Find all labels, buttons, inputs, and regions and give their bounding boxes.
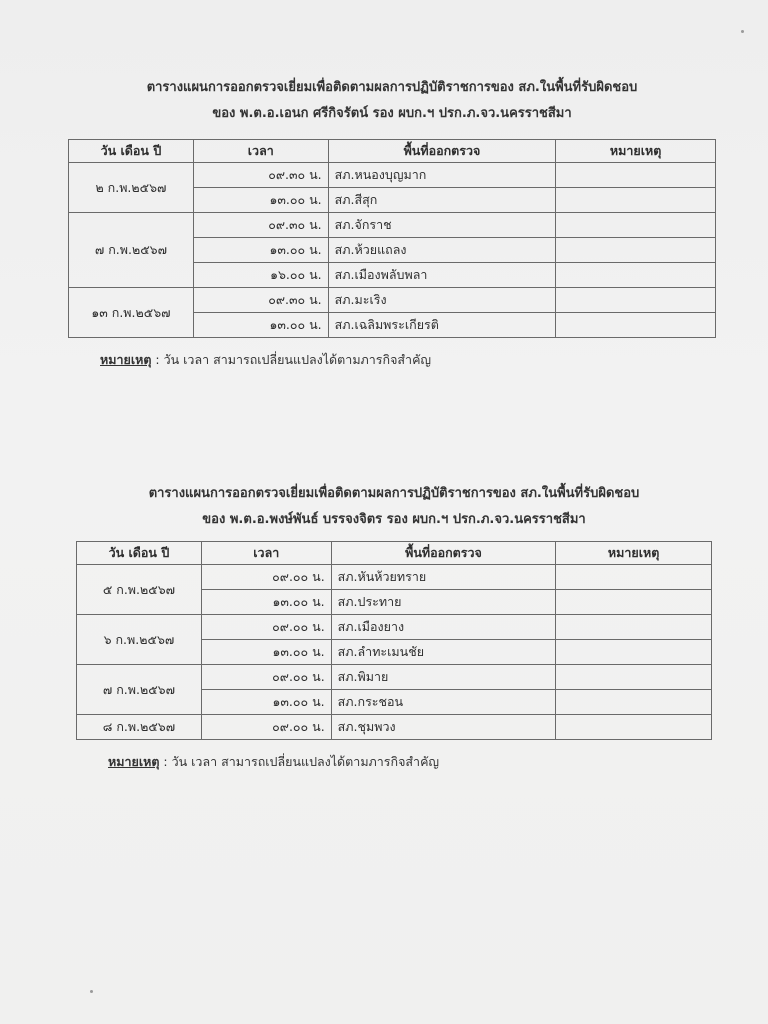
time-cell: ๑๓.๐๐ น. xyxy=(193,188,328,213)
place-cell: สภ.เมืองยาง xyxy=(331,615,556,640)
place-cell: สภ.จักราช xyxy=(328,213,556,238)
schedule-note xyxy=(100,350,716,370)
time-cell: ๑๖.๐๐ น. xyxy=(193,263,328,288)
note-text: : วัน เวลา สามารถเปลี่ยนแปลงได้ตามภารกิจสำคัญ xyxy=(151,352,432,367)
paper-speck xyxy=(741,30,744,33)
time-cell: ๐๙.๐๐ น. xyxy=(201,715,331,740)
remark-cell xyxy=(556,715,712,740)
date-cell: ๘ ก.พ.๒๕๖๗ xyxy=(77,715,202,740)
schedule-note xyxy=(108,752,712,772)
time-cell: ๑๓.๐๐ น. xyxy=(201,690,331,715)
note-text: : วัน เวลา สามารถเปลี่ยนแปลงได้ตามภารกิจสำคัญ xyxy=(159,754,440,769)
note-label: หมายเหตุ xyxy=(100,352,152,367)
place-cell: สภ.เมืองพลับพลา xyxy=(328,263,556,288)
place-cell: สภ.สีสุก xyxy=(328,188,556,213)
header-place: พื้นที่ออกตรวจ xyxy=(331,542,556,565)
time-cell: ๐๙.๐๐ น. xyxy=(201,565,331,590)
remark-cell xyxy=(556,590,712,615)
remark-cell xyxy=(556,213,716,238)
table-header-row xyxy=(69,140,716,163)
header-date: วัน เดือน ปี xyxy=(69,140,194,163)
schedule-title-line2: ของ พ.ต.อ.พงษ์พันธ์ บรรจงจิตร รอง ผบก.ฯ ปรก.ภ.จว.นครราชสีมา xyxy=(202,512,586,527)
header-remark: หมายเหตุ xyxy=(556,542,712,565)
time-cell: ๑๓.๐๐ น. xyxy=(201,590,331,615)
remark-cell xyxy=(556,238,716,263)
remark-cell xyxy=(556,263,716,288)
table-row xyxy=(69,213,716,238)
header-place: พื้นที่ออกตรวจ xyxy=(328,140,556,163)
table-row xyxy=(69,163,716,188)
date-cell: ๗ ก.พ.๒๕๖๗ xyxy=(69,213,194,288)
paper-speck xyxy=(90,990,93,993)
table-row xyxy=(69,288,716,313)
schedule-title-line2: ของ พ.ต.อ.เอนก ศรีกิจรัตน์ รอง ผบก.ฯ ปรก.ภ.จว.นครราชสีมา xyxy=(212,106,572,121)
place-cell: สภ.ห้วยแถลง xyxy=(328,238,556,263)
remark-cell xyxy=(556,690,712,715)
time-cell: ๑๓.๐๐ น. xyxy=(193,313,328,338)
time-cell: ๐๙.๓๐ น. xyxy=(193,213,328,238)
date-cell: ๖ ก.พ.๒๕๖๗ xyxy=(77,615,202,665)
table-row xyxy=(77,665,712,690)
time-cell: ๐๙.๐๐ น. xyxy=(201,665,331,690)
place-cell: สภ.พิมาย xyxy=(331,665,556,690)
schedule-table xyxy=(68,139,716,338)
time-cell: ๑๓.๐๐ น. xyxy=(201,640,331,665)
date-cell: ๑๓ ก.พ.๒๕๖๗ xyxy=(69,288,194,338)
schedule-title-line1: ตารางแผนการออกตรวจเยี่ยมเพื่อติดตามผลการปฏิบัติราชการของ สภ.ในพื้นที่รับผิดชอบ xyxy=(148,486,640,501)
table-row xyxy=(77,715,712,740)
date-cell: ๗ ก.พ.๒๕๖๗ xyxy=(77,665,202,715)
note-label: หมายเหตุ xyxy=(108,754,160,769)
time-cell: ๑๓.๐๐ น. xyxy=(193,238,328,263)
remark-cell xyxy=(556,565,712,590)
place-cell: สภ.ชุมพวง xyxy=(331,715,556,740)
header-date: วัน เดือน ปี xyxy=(77,542,202,565)
schedule-block-2 xyxy=(76,481,712,772)
header-remark: หมายเหตุ xyxy=(556,140,716,163)
remark-cell xyxy=(556,665,712,690)
table-header-row xyxy=(77,542,712,565)
remark-cell xyxy=(556,188,716,213)
place-cell: สภ.มะเริง xyxy=(328,288,556,313)
remark-cell xyxy=(556,615,712,640)
place-cell: สภ.ลำทะเมนชัย xyxy=(331,640,556,665)
place-cell: สภ.กระชอน xyxy=(331,690,556,715)
remark-cell xyxy=(556,313,716,338)
date-cell: ๒ ก.พ.๒๕๖๗ xyxy=(69,163,194,213)
place-cell: สภ.ประทาย xyxy=(331,590,556,615)
header-time: เวลา xyxy=(201,542,331,565)
time-cell: ๐๙.๓๐ น. xyxy=(193,288,328,313)
schedule-table xyxy=(76,541,712,740)
remark-cell xyxy=(556,640,712,665)
time-cell: ๐๙.๓๐ น. xyxy=(193,163,328,188)
table-row xyxy=(77,615,712,640)
remark-cell xyxy=(556,163,716,188)
remark-cell xyxy=(556,288,716,313)
place-cell: สภ.เฉลิมพระเกียรติ xyxy=(328,313,556,338)
date-cell: ๕ ก.พ.๒๕๖๗ xyxy=(77,565,202,615)
schedule-block-1 xyxy=(68,75,716,370)
time-cell: ๐๙.๐๐ น. xyxy=(201,615,331,640)
place-cell: สภ.หนองบุญมาก xyxy=(328,163,556,188)
header-time: เวลา xyxy=(193,140,328,163)
schedule-title-line1: ตารางแผนการออกตรวจเยี่ยมเพื่อติดตามผลการปฏิบัติราชการของ สภ.ในพื้นที่รับผิดชอบ xyxy=(146,80,638,95)
table-row xyxy=(77,565,712,590)
place-cell: สภ.หันห้วยทราย xyxy=(331,565,556,590)
